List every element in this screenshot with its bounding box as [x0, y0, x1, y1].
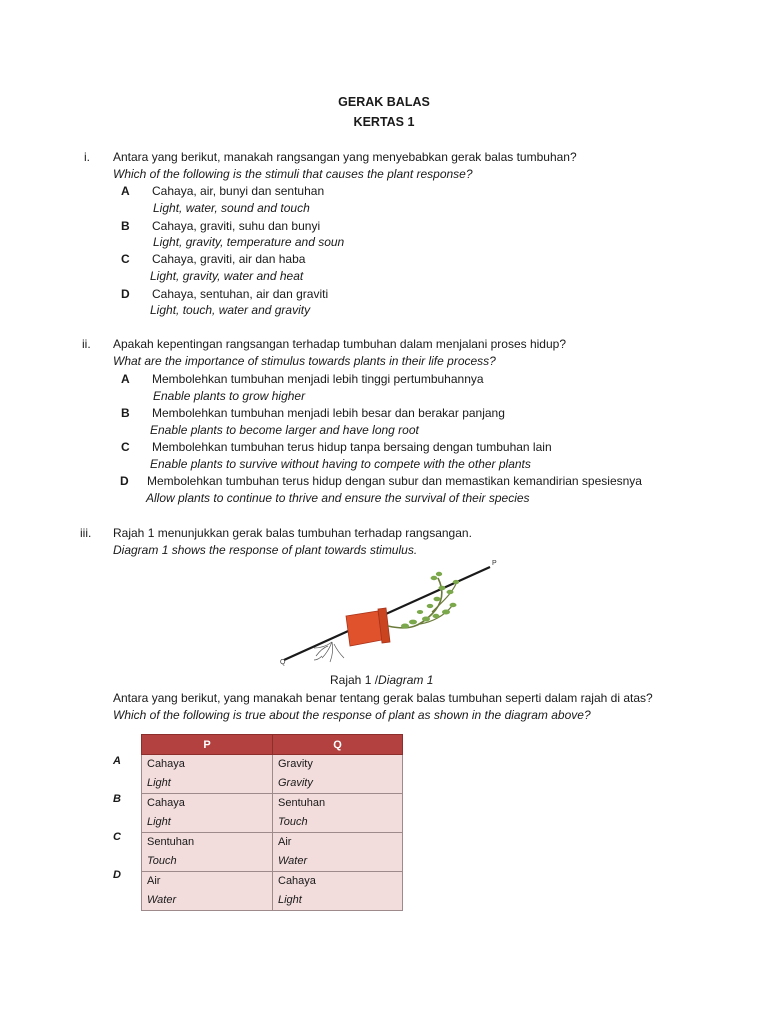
option-text: Membolehkan tumbuhan terus hidup tanpa bersaing dengan tumbuhan lain	[152, 440, 552, 454]
caption-en: Diagram 1	[378, 673, 434, 687]
table-row-label: D	[113, 869, 121, 881]
table-row	[142, 794, 403, 833]
option-letter: B	[121, 406, 130, 420]
question-number: i.	[84, 150, 90, 164]
cell-ms: Cahaya	[147, 797, 185, 809]
option-text: Membolehkan tumbuhan menjadi lebih tinggi pertumbuhannya	[152, 372, 484, 386]
cell-en: Gravity	[278, 777, 313, 789]
question-text-en: Which of the following is the stimuli that causes the plant response?	[113, 167, 473, 181]
table-header-q: Q	[273, 735, 403, 755]
option-text-en: Light, gravity, temperature and soun	[153, 235, 345, 249]
cell-en: Light	[147, 816, 171, 828]
option-text: Cahaya, air, bunyi dan sentuhan	[152, 184, 325, 198]
cell-ms: Sentuhan	[278, 797, 326, 809]
option-text-en: Enable plants to grow higher	[153, 389, 306, 403]
cell-en: Light	[278, 894, 302, 906]
table-header-row	[142, 735, 403, 755]
option-letter: D	[121, 287, 130, 301]
option-text-en: Light, water, sound and touch	[153, 201, 310, 215]
cell-ms: Air	[278, 836, 292, 848]
option-text-en: Enable plants to survive without having to compete with the other plants	[150, 457, 531, 471]
option-text: Membolehkan tumbuhan terus hidup dengan subur dan memastikan kemandirian spesiesnya	[147, 474, 642, 488]
option-letter: D	[120, 474, 129, 488]
question-text: Apakah kepentingan rangsangan terhadap tumbuhan dalam menjalani proses hidup?	[113, 337, 566, 351]
table-header-p: P	[142, 735, 273, 755]
option-text-en: Light, touch, water and gravity	[150, 303, 311, 317]
cell-en: Touch	[278, 816, 308, 828]
page-title: GERAK BALAS	[338, 95, 430, 109]
table-cell	[142, 833, 273, 872]
table-cell	[142, 872, 273, 911]
caption-ms: Rajah 1 /	[330, 673, 379, 687]
page-subtitle: KERTAS 1	[353, 115, 415, 129]
option-text: Membolehkan tumbuhan menjadi lebih besar dan berakar panjang	[152, 406, 505, 420]
table-cell	[273, 872, 403, 911]
cell-en: Water	[147, 894, 177, 906]
plant-response-diagram	[270, 556, 510, 671]
question-text-en: What are the importance of stimulus towards plants in their life process?	[113, 354, 496, 368]
option-text-en: Allow plants to continue to thrive and ensure the survival of their species	[146, 491, 530, 505]
option-letter: A	[121, 184, 130, 198]
option-text: Cahaya, graviti, air dan haba	[152, 252, 306, 266]
question-number: iii.	[80, 526, 92, 540]
cell-ms: Cahaya	[278, 875, 316, 887]
cell-ms: Sentuhan	[147, 836, 195, 848]
cell-ms: Gravity	[278, 758, 313, 770]
question-text-en: Which of the following is true about the response of plant as shown in the diagram above?	[113, 708, 591, 722]
flower-pot	[346, 608, 390, 646]
cell-ms: Cahaya	[147, 758, 185, 770]
plant-leaves	[401, 572, 459, 629]
option-letter: B	[121, 219, 130, 233]
label-p: P	[492, 560, 497, 567]
cell-en: Touch	[147, 855, 177, 867]
answer-table	[141, 734, 403, 911]
cell-ms: Air	[147, 875, 161, 887]
table-row-label: B	[113, 793, 121, 805]
table-row	[142, 755, 403, 794]
table-cell	[273, 833, 403, 872]
option-text: Cahaya, graviti, suhu dan bunyi	[152, 219, 321, 233]
table-row-label: C	[113, 831, 121, 843]
label-q: Q	[280, 659, 286, 666]
table-cell	[142, 794, 273, 833]
option-letter: C	[121, 252, 130, 266]
option-letter: C	[121, 440, 130, 454]
question-text: Rajah 1 menunjukkan gerak balas tumbuhan terhadap rangsangan.	[113, 526, 472, 540]
table-row	[142, 833, 403, 872]
table-row	[142, 872, 403, 911]
option-text-en: Light, gravity, water and heat	[150, 269, 304, 283]
option-letter: A	[121, 372, 130, 386]
table-cell	[273, 755, 403, 794]
table-cell	[142, 755, 273, 794]
question-text-en	[113, 543, 417, 557]
option-text: Cahaya, sentuhan, air dan graviti	[152, 287, 329, 301]
question-number: ii.	[82, 337, 91, 351]
table-cell	[273, 794, 403, 833]
diagram-word: Diagram	[113, 543, 159, 557]
option-text-en: Enable plants to become larger and have long root	[150, 423, 419, 437]
diagram-caption	[330, 673, 433, 687]
question-text: Antara yang berikut, manakah rangsangan yang menyebabkan gerak balas tumbuhan?	[113, 150, 577, 164]
cell-en: Light	[147, 777, 171, 789]
cell-en: Water	[278, 855, 308, 867]
diagram-text: 1 shows the response of plant towards stimulus.	[158, 543, 418, 557]
question-text: Antara yang berikut, yang manakah benar tentang gerak balas tumbuhan seperti dalam rajah di atas?	[113, 691, 653, 705]
table-row-label: A	[113, 755, 121, 767]
